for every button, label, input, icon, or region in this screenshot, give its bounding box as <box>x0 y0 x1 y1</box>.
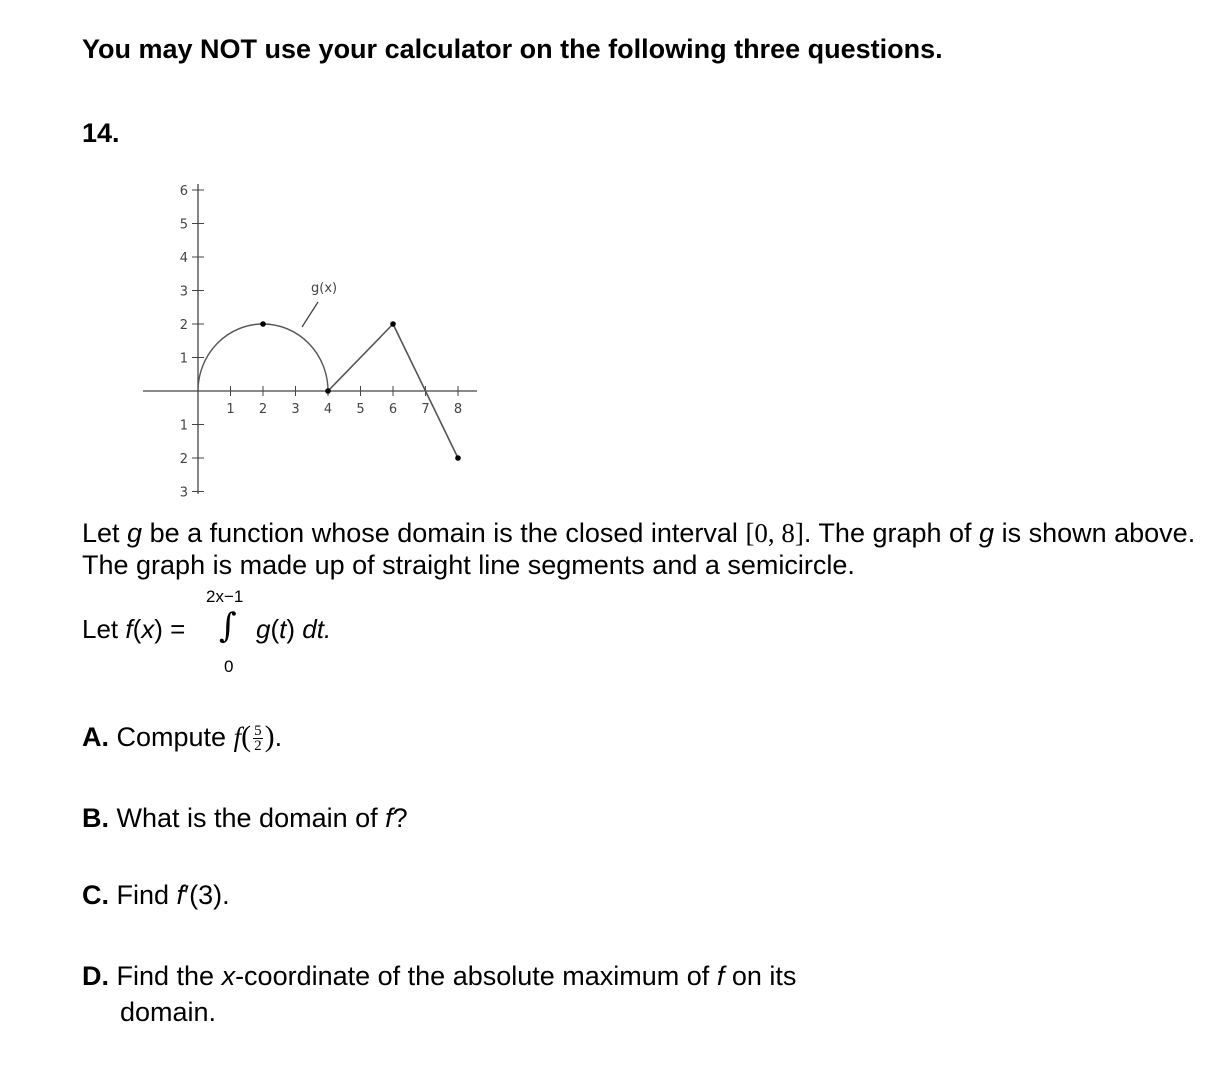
part-d-text4: domain. <box>120 997 217 1027</box>
part-b <box>82 803 408 834</box>
part-b-text: What is the domain of <box>109 803 386 833</box>
graph-ticks <box>192 190 458 492</box>
part-d-text3: on its <box>724 961 797 991</box>
part-a-numerator: 5 <box>254 723 262 740</box>
part-c-f: f <box>176 880 185 910</box>
part-b-label: B. <box>82 803 109 833</box>
part-d-x: x <box>221 961 236 991</box>
x-tick-label-8: 8 <box>453 402 463 417</box>
part-b-f: f <box>385 803 393 833</box>
x-tick-label-5: 5 <box>356 402 365 417</box>
x-tick-label-3: 3 <box>291 402 300 417</box>
def-let: Let <box>82 614 126 644</box>
integrand-dt: dt. <box>295 614 332 644</box>
part-c <box>82 880 230 911</box>
y-tick-label-5: 5 <box>179 217 188 233</box>
part-d-text1: Find the <box>109 961 222 991</box>
part-a-text: Compute <box>109 722 234 752</box>
part-d-f: f <box>716 961 725 991</box>
statement-g-2: g <box>979 518 995 548</box>
line-segment-1 <box>328 324 393 391</box>
statement-text-3: . The graph of <box>803 518 980 548</box>
integrand-open: ( <box>270 614 280 644</box>
def-open: ( <box>132 614 142 644</box>
part-d <box>82 958 902 1030</box>
y-tick-label-neg-1: 1 <box>179 418 188 434</box>
part-a-end: . <box>274 722 283 752</box>
graph-tick-labels <box>180 184 462 500</box>
statement-text-4: is shown above. The graph is made up of straight line segments and a semicircle. <box>82 518 1196 580</box>
y-tick-label-1: 1 <box>179 351 188 367</box>
graph-axes <box>143 184 477 494</box>
question-number: 14. <box>82 118 120 148</box>
part-c-label: C. <box>82 880 109 910</box>
statement-g-1: g <box>127 518 143 548</box>
y-tick-label-3: 3 <box>179 284 188 300</box>
def-f: f <box>125 614 133 644</box>
statement-interval: [0, 8] <box>745 518 804 548</box>
instruction-heading: You may NOT use your calculator on the following three questions. <box>82 34 943 64</box>
part-a-close: ) <box>264 720 275 753</box>
part-c-arg: (3). <box>189 880 230 910</box>
part-a-open: ( <box>241 720 252 753</box>
part-a <box>82 720 282 754</box>
graph-point-4 <box>455 455 461 461</box>
y-tick-label-2: 2 <box>179 318 188 333</box>
part-a-denominator: 2 <box>254 738 262 755</box>
part-c-text: Find <box>109 880 177 910</box>
x-tick-label-1: 1 <box>226 402 235 417</box>
integral-sign: ∫ <box>219 606 237 646</box>
y-tick-label-neg-2: 2 <box>179 452 188 467</box>
curve-label: g(x) <box>311 281 338 296</box>
x-tick-label-7: 7 <box>421 402 430 417</box>
statement-text-1: Let <box>82 518 128 548</box>
part-c-prime: ′ <box>184 880 190 910</box>
part-a-f: f <box>233 722 242 752</box>
part-d-text2: -coordinate of the absolute maximum of <box>235 961 717 991</box>
integrand-close: ) <box>286 614 296 644</box>
integrand <box>256 614 331 645</box>
part-b-end: ? <box>392 803 408 833</box>
semicircle-arc <box>198 324 328 391</box>
x-tick-label-4: 4 <box>323 402 333 417</box>
integral-upper-limit: 2x−1 <box>206 587 244 606</box>
x-tick-label-6: 6 <box>388 402 398 417</box>
function-graph <box>135 180 485 500</box>
part-d-label: D. <box>82 961 109 991</box>
part-a-label: A. <box>82 722 109 752</box>
x-tick-label-2: 2 <box>258 402 268 417</box>
integrand-g: g <box>256 614 271 644</box>
y-tick-label-6: 6 <box>179 184 188 199</box>
integrand-t: t <box>279 614 287 644</box>
def-equals: = <box>162 614 186 644</box>
curve-label-pointer <box>302 302 318 327</box>
def-x: x <box>141 614 155 644</box>
y-tick-label-4: 4 <box>179 251 188 266</box>
definition-lhs <box>82 614 185 645</box>
graph-point-3 <box>390 321 396 327</box>
graph-point-2 <box>325 388 331 394</box>
y-tick-label-neg-3: 3 <box>179 485 188 500</box>
problem-statement <box>82 517 1202 581</box>
part-a-fraction <box>253 724 263 753</box>
integral-lower-limit: 0 <box>224 657 234 676</box>
def-close: ) <box>154 614 163 644</box>
graph-point-1 <box>260 321 266 327</box>
statement-text-2: be a function whose domain is the closed interval <box>142 518 746 548</box>
